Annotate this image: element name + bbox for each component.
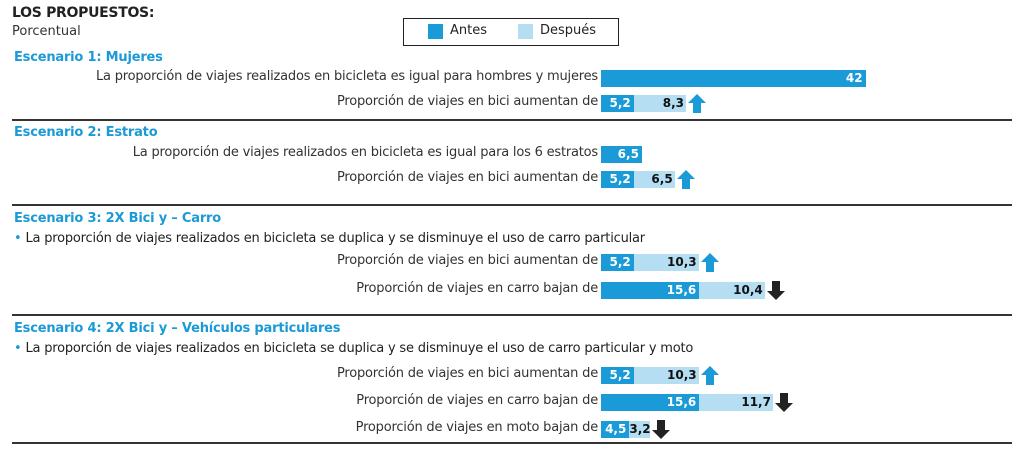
row-label: Proporción de viajes en moto bajan de [355,420,598,435]
arrow-up-icon [677,170,695,189]
scenario-divider [12,119,1012,121]
row-label: Proporción de viajes en bici aumentan de [336,253,598,268]
arrow-down-icon [775,393,793,412]
scenario-divider [12,204,1012,206]
arrow-down-icon [767,281,785,300]
bar-label-antes: 5,2 [609,172,631,186]
scenario-title: Escenario 1: Mujeres [14,50,163,65]
arrow-down-icon [652,420,670,439]
bar-label-despues: 8,3 [662,96,685,110]
bar-label-despues: 10,4 [733,283,763,297]
scenario-title: Escenario 4: 2X Bici y – Vehículos particulares [14,321,341,336]
scenario-description [14,341,693,356]
scenario-title: Escenario 3: 2X Bici y – Carro [14,211,222,226]
scenario-title: Escenario 2: Estrato [14,125,158,140]
row-label: La proporción de viajes realizados en bicicleta es igual para hombres y mujeres [95,69,598,84]
bar-label-despues: 3,2 [629,422,651,436]
scenario-description-text: La proporción de viajes realizados en bicicleta se duplica y se disminuye el uso de carro particular y moto [25,341,694,356]
arrow-up-icon [688,94,706,113]
bar-label-antes: 4,5 [605,422,627,436]
legend-label-despues: Después [540,23,597,38]
bottom-divider [12,442,1012,444]
bar-label-antes: 5,2 [609,96,631,110]
bullet-icon: • [14,231,22,246]
scenario-description-text: La proporción de viajes realizados en bicicleta se duplica y se disminuye el uso de carro particular [25,231,645,246]
row-label: Proporción de viajes en bici aumentan de [336,170,598,185]
row-label: Proporción de viajes en carro bajan de [356,393,598,408]
bar-label-despues: 11,7 [741,395,771,409]
bar-label-despues: 10,3 [667,368,697,382]
row-label: Proporción de viajes en bici aumentan de [336,366,598,381]
row-label: Proporción de viajes en bici aumentan de [336,94,598,109]
legend-swatch-antes [428,24,443,39]
scenario-divider [12,314,1012,316]
scenario-description [14,231,645,246]
bar-label-antes: 5,2 [609,255,631,269]
chart-title: LOS PROPUESTOS: [12,5,155,21]
bar-label-antes: 6,5 [617,147,639,161]
legend [403,18,619,46]
arrow-up-icon [701,366,719,385]
bar-label-antes: 15,6 [666,395,697,409]
legend-label-antes: Antes [450,23,488,38]
chart-subtitle: Porcentual [12,24,81,39]
bar-label-despues: 6,5 [651,172,673,186]
bar-label-despues: 10,3 [667,255,697,269]
bar-label-antes: 15,6 [666,283,697,297]
row-label: Proporción de viajes en carro bajan de [356,281,598,296]
arrow-up-icon [701,253,719,272]
bar-label-antes: 42 [845,71,863,85]
legend-swatch-despues [518,24,533,39]
bullet-icon: • [14,341,22,356]
row-label: La proporción de viajes realizados en bicicleta es igual para los 6 estratos [132,145,598,160]
bar-label-antes: 5,2 [609,368,631,382]
